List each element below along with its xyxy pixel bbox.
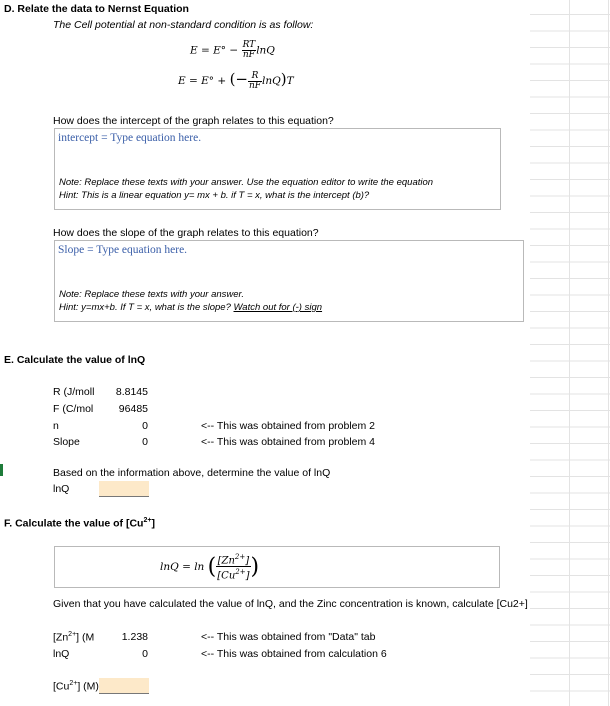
formula-fraction bbox=[216, 552, 250, 582]
eq2-tail: lnQ bbox=[262, 75, 281, 87]
formula-numerator bbox=[216, 552, 250, 567]
formula-den-close: ] bbox=[245, 570, 250, 582]
formula-num-close: ] bbox=[245, 555, 250, 567]
e-row-slope-note: <-- This was obtained from problem 4 bbox=[201, 436, 376, 448]
eq1-numerator: RT bbox=[242, 40, 256, 50]
f-row-lnq-label: lnQ bbox=[53, 648, 70, 660]
eq2-open-paren: (− bbox=[229, 70, 248, 88]
formula-close-paren: ) bbox=[250, 554, 260, 580]
slope-hint-text: Hint: y=mx+b. If T = x, what is the slope? bbox=[59, 302, 234, 313]
section-f-header bbox=[4, 517, 155, 530]
nernst-equation-2 bbox=[178, 70, 294, 91]
slope-note: Note: Replace these texts with your answer. bbox=[59, 289, 244, 300]
section-d-header: D. Relate the data to Nernst Equation bbox=[4, 3, 189, 15]
f-row-zn-label-pre: [Zn bbox=[53, 631, 69, 644]
eq1-denominator: nF bbox=[242, 50, 255, 60]
f-row-zn-label bbox=[53, 631, 94, 644]
question-intercept: How does the intercept of the graph relates to this equation? bbox=[53, 115, 334, 127]
f-row-zn-label-post: ] (M bbox=[76, 631, 95, 644]
e-row-slope-value[interactable]: 0 bbox=[142, 436, 148, 448]
lnq-formula-box bbox=[54, 546, 500, 588]
e-row-slope-label: Slope bbox=[53, 436, 80, 448]
f-cu-label-sup: 2+ bbox=[69, 680, 78, 687]
f-cu-label-post: ] (M) bbox=[77, 680, 99, 693]
eq1-fraction bbox=[242, 41, 257, 60]
row-selection-marker bbox=[0, 464, 3, 476]
eq2-fraction bbox=[248, 72, 262, 91]
formula-open-paren: ( bbox=[207, 554, 217, 580]
question-slope: How does the slope of the graph relates to this equation? bbox=[53, 227, 319, 239]
e-row-n-value[interactable]: 0 bbox=[142, 420, 148, 432]
intercept-hint: Hint: This is a linear equation y= mx + b. if T = x, what is the intercept (b)? bbox=[59, 190, 370, 201]
e-row-f-value[interactable]: 96485 bbox=[118, 403, 148, 415]
e-row-r-label: R (J/moll bbox=[53, 386, 95, 398]
intercept-answer-box[interactable] bbox=[54, 128, 501, 210]
f-row-lnq-note: <-- This was obtained from calculation 6 bbox=[201, 648, 387, 660]
eq2-t: T bbox=[286, 75, 294, 87]
eq2-lhs: E = E° bbox=[178, 75, 215, 87]
eq1-tail: lnQ bbox=[256, 44, 275, 57]
section-d-intro: The Cell potential at non-standard condition is as follow: bbox=[53, 19, 314, 31]
lnq-answer-cell[interactable] bbox=[99, 481, 149, 497]
f-row-zn-label-sup: 2+ bbox=[68, 631, 77, 638]
eq1-lhs: E = E° bbox=[190, 44, 227, 57]
eq2-plus: + bbox=[217, 75, 227, 87]
f-cu-label-pre: [Cu bbox=[53, 680, 70, 693]
section-e-header: E. Calculate the value of lnQ bbox=[4, 354, 146, 366]
section-f-header-sup: 2+ bbox=[143, 517, 152, 524]
f-row-lnq-value[interactable]: 0 bbox=[142, 648, 148, 660]
e-row-n-note: <-- This was obtained from problem 2 bbox=[201, 420, 376, 432]
cu-answer-cell[interactable] bbox=[99, 678, 149, 694]
e-lnq-label: lnQ bbox=[53, 483, 70, 495]
e-row-r-value[interactable]: 8.8145 bbox=[115, 386, 148, 398]
formula-denominator bbox=[216, 567, 250, 581]
formula-num-zn: [Zn bbox=[217, 555, 235, 567]
formula-den-cu: [Cu bbox=[217, 570, 236, 582]
slope-answer-text[interactable]: Slope = Type equation here. bbox=[58, 244, 188, 256]
slope-hint bbox=[59, 302, 322, 313]
intercept-answer-text[interactable]: intercept = Type equation here. bbox=[58, 132, 202, 144]
eq1-minus: − bbox=[229, 44, 239, 57]
eq2-denominator: nF bbox=[248, 80, 262, 91]
formula-den-sup: 2+ bbox=[235, 568, 246, 577]
f-cu-label bbox=[53, 680, 99, 693]
section-f-header-text: F. Calculate the value of [Cu bbox=[4, 517, 144, 530]
formula-lhs: lnQ = ln bbox=[160, 560, 205, 573]
section-f-header-close: ] bbox=[151, 517, 155, 530]
nernst-equation-1 bbox=[190, 41, 275, 60]
f-row-zn-value[interactable]: 1.238 bbox=[121, 631, 148, 643]
e-row-n-label: n bbox=[53, 420, 59, 432]
e-instruction: Based on the information above, determine the value of lnQ bbox=[53, 467, 331, 479]
eq2-numerator: R bbox=[248, 72, 262, 82]
lnq-formula bbox=[160, 552, 259, 582]
slope-hint-link: Watch out for (-) sign bbox=[233, 302, 323, 313]
formula-num-sup: 2+ bbox=[234, 553, 246, 561]
slope-answer-box[interactable] bbox=[54, 240, 524, 322]
f-row-zn-note: <-- This was obtained from "Data" tab bbox=[201, 631, 376, 643]
intercept-note: Note: Replace these texts with your answer. Use the equation editor to write the equation bbox=[59, 177, 434, 188]
e-row-f-label: F (C/mol bbox=[53, 403, 94, 415]
f-instruction: Given that you have calculated the value of lnQ, and the Zinc concentration is known, calculate [Cu2+] bbox=[53, 598, 528, 610]
eq2-close-paren: ) bbox=[280, 70, 287, 88]
